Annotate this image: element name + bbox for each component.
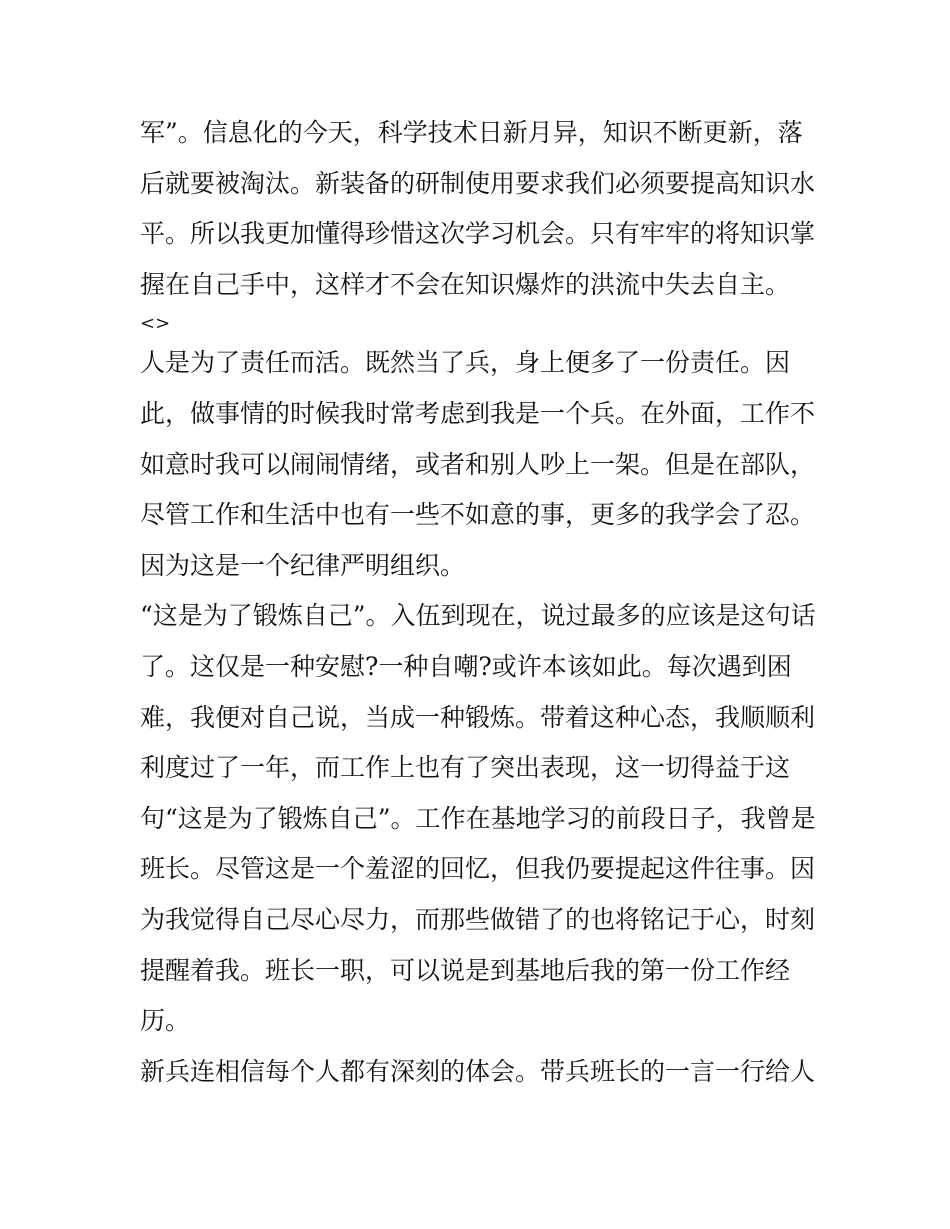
text-line: 句“这是为了锻炼自己”。工作在基地学习的前段日子，我曾是: [140, 803, 816, 833]
text-line: 利度过了一年，而工作上也有了突出表现，这一切得益于这: [140, 753, 791, 783]
text-line: 后就要被淘汰。新装备的研制使用要求我们必须要提高知识水: [140, 168, 816, 198]
text-line: 为我觉得自己尽心尽力，而那些做错了的也将铭记于心，时刻: [140, 904, 816, 934]
section-marker: <>: [140, 313, 171, 335]
text-line: 平。所以我更加懂得珍惜这次学习机会。只有牢牢的将知识掌: [140, 219, 816, 249]
text-line: 历。: [140, 1006, 191, 1036]
text-line: 握在自己手中，这样才不会在知识爆炸的洪流中失去自主。: [140, 269, 791, 299]
text-line: “这是为了锻炼自己”。入伍到现在，说过最多的应该是这句话: [140, 601, 816, 631]
text-line: 新兵连相信每个人都有深刻的体会。带兵班长的一言一行给人: [140, 1056, 816, 1086]
text-line: 因为这是一个纪律严明组织。: [140, 550, 466, 580]
text-line: 提醒着我。班长一职，可以说是到基地后我的第一份工作经: [140, 955, 791, 985]
text-line: 军”。信息化的今天，科学技术日新月异，知识不断更新，落: [140, 118, 803, 147]
text-line: 人是为了责任而活。既然当了兵，身上便多了一份责任。因: [140, 348, 791, 378]
text-line: 此，做事情的时候我时常考虑到我是一个兵。在外面，工作不: [140, 398, 816, 428]
text-line: 难，我便对自己说，当成一种锻炼。带着这种心态，我顺顺利: [140, 702, 816, 732]
text-line: 尽管工作和生活中也有一些不如意的事，更多的我学会了忍。: [140, 500, 816, 530]
body-text: [140, 108, 820, 1097]
text-line: 班长。尽管这是一个羞涩的回忆，但我仍要提起这件往事。因: [140, 854, 816, 884]
text-line: 了。这仅是一种安慰?一种自嘲?或许本该如此。每次遇到困: [140, 651, 792, 681]
text-line: 如意时我可以闹闹情绪，或者和别人吵上一架。但是在部队，: [140, 449, 816, 479]
